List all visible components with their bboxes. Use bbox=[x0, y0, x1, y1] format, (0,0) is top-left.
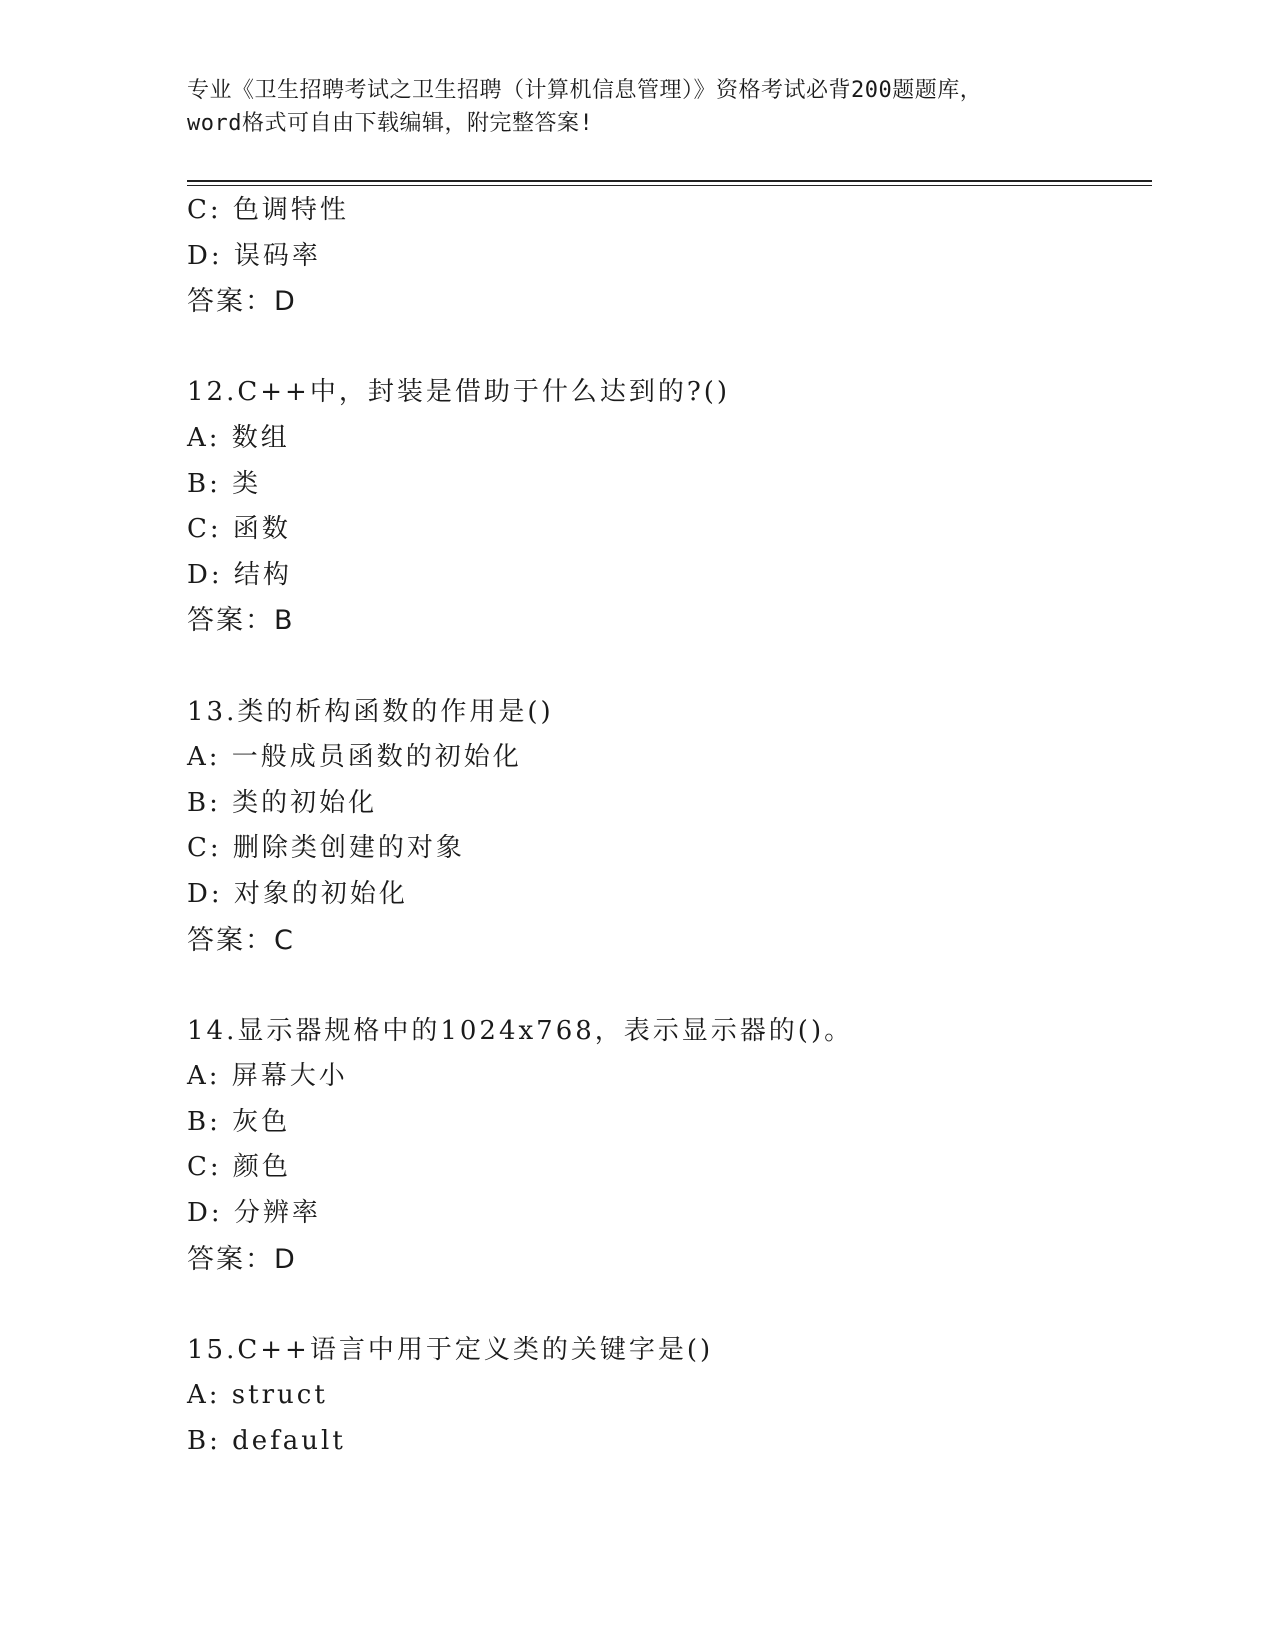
spacer bbox=[187, 644, 1147, 690]
option-b: B: 灰色 bbox=[187, 1106, 291, 1137]
option-a: A: 一般成员函数的初始化 bbox=[187, 742, 522, 773]
question-stem: 14.显示器规格中的1024x768，表示显示器的()。 bbox=[187, 1015, 854, 1046]
question-stem: 13.类的析构函数的作用是() bbox=[187, 696, 554, 727]
option-a: A: 屏幕大小 bbox=[187, 1061, 348, 1092]
question-block bbox=[187, 1009, 1147, 1283]
question-list bbox=[187, 188, 1147, 1465]
answer-line: 答案：B bbox=[187, 605, 295, 637]
header-title-line-2: word格式可自由下载编辑，附完整答案! bbox=[187, 111, 594, 136]
spacer bbox=[187, 963, 1147, 1009]
option-d: D: 分辨率 bbox=[187, 1198, 321, 1229]
header-title-line-1: 专业《卫生招聘考试之卫生招聘（计算机信息管理）》资格考试必背200题题库， bbox=[187, 78, 983, 103]
question-stem: 15.C++语言中用于定义类的关键字是() bbox=[187, 1334, 714, 1365]
option-c: C: 色调特性 bbox=[187, 195, 349, 225]
document-header bbox=[187, 74, 1087, 140]
question-stem: 12.C++中，封装是借助于什么达到的?() bbox=[187, 377, 731, 408]
spacer bbox=[187, 325, 1147, 371]
option-c: C: 删除类创建的对象 bbox=[187, 833, 465, 864]
option-b: B: default bbox=[187, 1426, 346, 1457]
option-c: C: 颜色 bbox=[187, 1152, 291, 1183]
header-divider-thin bbox=[187, 185, 1152, 186]
option-d: D: 误码率 bbox=[187, 240, 321, 271]
header-divider-thick bbox=[187, 180, 1152, 182]
spacer bbox=[187, 1282, 1147, 1328]
option-a: A: struct bbox=[187, 1380, 328, 1411]
option-a: A: 数组 bbox=[187, 422, 290, 453]
answer-line: 答案：D bbox=[187, 286, 297, 318]
question-block bbox=[187, 188, 1147, 325]
option-b: B: 类的初始化 bbox=[187, 787, 378, 818]
answer-line: 答案：C bbox=[187, 924, 295, 956]
option-d: D: 对象的初始化 bbox=[187, 878, 408, 909]
question-block bbox=[187, 370, 1147, 644]
option-b: B: 类 bbox=[187, 468, 262, 499]
question-block bbox=[187, 690, 1147, 964]
option-c: C: 函数 bbox=[187, 514, 291, 545]
question-block bbox=[187, 1328, 1147, 1465]
option-d: D: 结构 bbox=[187, 559, 292, 590]
answer-line: 答案：D bbox=[187, 1243, 297, 1275]
